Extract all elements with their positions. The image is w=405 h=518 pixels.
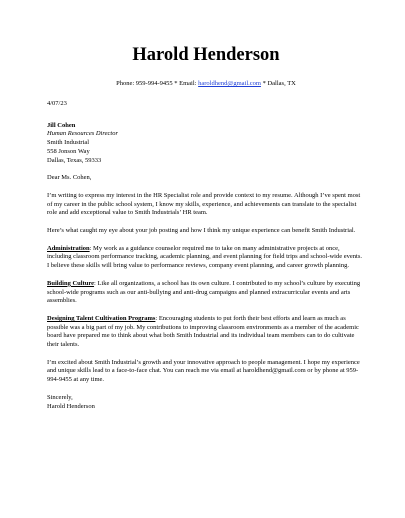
section-text: : Encouraging students to put forth their best efforts and learn as much as possible was a big part of my job. My contributions to improving classroom environments as a member of the academic board have prepared me to think about what both Smith Industrial and its individual team members can to do cultivate their talents. <box>47 314 359 349</box>
valediction: Sincerely, <box>47 393 73 401</box>
section-paragraph-building-culture <box>47 280 365 306</box>
section-paragraph-talent-programs <box>47 315 365 350</box>
contact-separator: * <box>262 80 266 87</box>
section-heading: Administration <box>47 244 90 252</box>
signoff <box>47 394 365 411</box>
closing-paragraph: I’m excited about Smith Industrial’s growth and your innovative approach to people management. I hope my experience and unique skills lead to a face-to-face chat. You can reach me via email at haroldhend@gmail.com or by phone at 959-994-9455 at any time. <box>47 358 360 384</box>
sender-location: Dallas, TX <box>267 80 296 87</box>
sender-email-link[interactable]: haroldhend@gmail.com <box>198 80 261 87</box>
sender-phone: Phone: 959-994-9455 <box>116 80 173 87</box>
email-label: Email: <box>179 80 197 87</box>
intro-paragraph: I’m writing to express my interest in the HR Specialist role and provide context to my resume. Although I’ve spent most of my career in the public school system, I know my skills, experience, and achievements can translate to the specialist role and add exceptional value to Smith Industrials’ HR team. <box>47 191 361 217</box>
section-heading: Building Culture <box>47 279 95 287</box>
section-text: : Like all organizations, a school has its own culture. I contributed to my school’s culture by executing school-wide programs such as our anti-bullying and anti-drug campaigns and planned extracurricular events and arts assemblies. <box>47 279 361 305</box>
sender-name: Harold Henderson <box>132 45 280 65</box>
intro-paragraph-2: Here’s what caught my eye about your job posting and how I think my unique experience can benefit Smith Industrial. <box>47 227 356 235</box>
section-heading: Designing Talent Cultivation Programs <box>47 314 156 322</box>
recipient-address <box>47 122 365 166</box>
contact-separator: * <box>174 80 178 87</box>
section-paragraph-administration <box>47 245 365 271</box>
signature-name: Harold Henderson <box>47 402 95 410</box>
recipient-city: Dallas, Texas, 59333 <box>47 156 102 164</box>
recipient-title: Human Resources Director <box>47 130 119 138</box>
letter-date: 4/07/23 <box>47 100 67 107</box>
recipient-street: 558 Jonson Way <box>47 147 90 155</box>
section-text: : My work as a guidance counselor required me to take on many administrative projects at once, including classroom performance tracking, academic planning, and event planning for field trips and school-wide events. I believe these skills will bring value to performance reviews, company event planning, and career growth planning. <box>47 244 362 270</box>
contact-line <box>47 79 365 88</box>
recipient-company: Smith Industrial <box>47 139 90 147</box>
salutation: Dear Ms. Cohen, <box>47 174 92 182</box>
recipient-name: Jill Cohen <box>47 121 76 129</box>
